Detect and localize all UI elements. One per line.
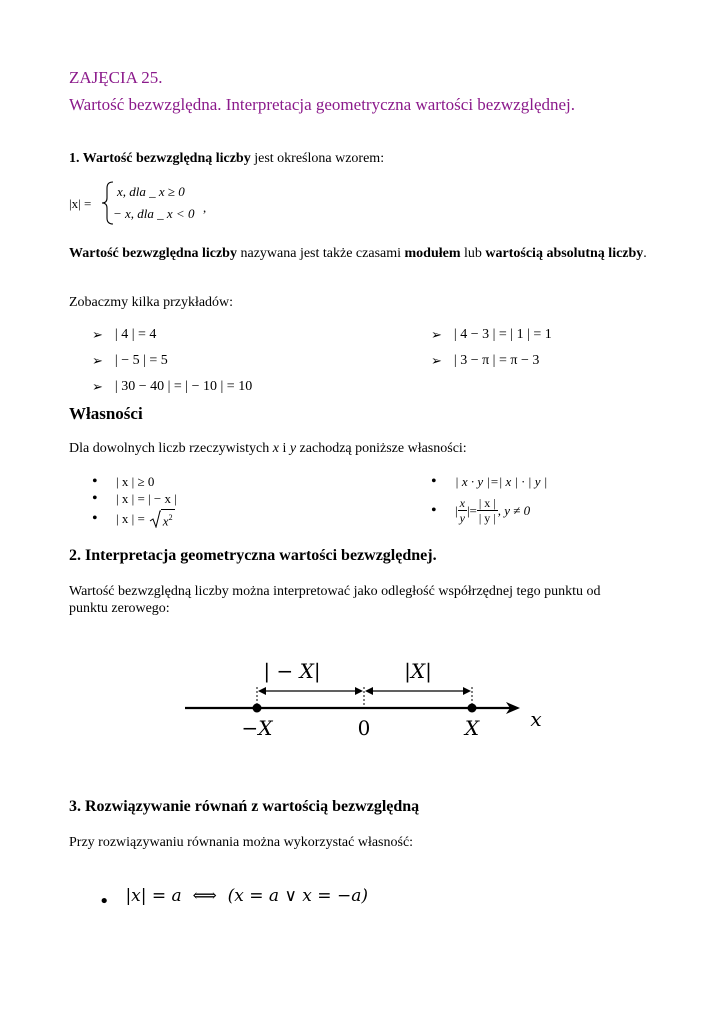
arrow-bullet-icon: ➢ (431, 353, 442, 368)
formula-lhs: |x| = (69, 196, 92, 211)
property-item: • | $\frac{x}{y}$ |= $\frac{| x |}{| y |}$ , y ≠ 0 (431, 496, 531, 525)
section2-text-line2: punktu zerowego: (69, 601, 170, 616)
properties-intro: Dla dowolnych liczb rzeczywistych x i y zachodzą poniższe własności: (69, 441, 467, 456)
property-item: • | x | = | − x | (92, 490, 177, 507)
arrowhead-icon (258, 687, 266, 695)
section3-heading: 3. Rozwiązywanie równań z wartością bezwzględną (69, 798, 420, 815)
formula-comma: , (203, 200, 207, 215)
distance-label-neg: | − X| (263, 659, 321, 683)
equation-formula: |x| = a ⟺ (x = a ∨ x = −a) (125, 886, 368, 906)
section2-text-line1: Wartość bezwzględną liczby można interpretować jako odległość współrzędnej tego punktu od (69, 584, 601, 599)
formula-case1: x, dla _ x ≥ 0 (117, 184, 185, 199)
page-title: ZAJĘCIA 25. (69, 68, 163, 87)
arrowhead-icon (463, 687, 471, 695)
arrow-bullet-icon: ➢ (92, 327, 103, 342)
modulus-paragraph: Wartość bezwzględna liczby nazywana jest także czasami modułem lub wartością absolutną liczby. (69, 246, 647, 261)
section1-heading: 1. Wartość bezwzględną liczby (69, 151, 251, 166)
formula-case2: − x, dla _ x < 0 (113, 206, 195, 221)
section1-intro: 1. Wartość bezwzględną liczby jest określona wzorem: (69, 151, 385, 166)
point-neg-x (253, 704, 262, 713)
bullet-icon: • (92, 490, 98, 507)
example-item: ➢ | − 5 | = 5 (92, 353, 168, 368)
arrowhead-icon (355, 687, 363, 695)
example-item: ➢ | 4 − 3 | = | 1 | = 1 (431, 327, 552, 342)
section2-heading: 2. Interpretacja geometryczna wartości bezwzględnej. (69, 547, 437, 564)
label-axis-x: x (530, 707, 542, 731)
fraction-abs: $\frac{| x |}{| y |}$ (478, 496, 496, 525)
property-item: • | x · y |=| x | · | y | (431, 473, 548, 490)
equation-property (88, 866, 368, 912)
arrow-bullet-icon: ➢ (92, 353, 103, 368)
example-item: ➢ | 4 | = 4 (92, 327, 157, 342)
number-line-diagram (180, 645, 570, 745)
sqrt-sign-icon (149, 510, 161, 528)
examples-intro: Zobaczmy kilka przykładów: (69, 295, 234, 310)
properties-heading: Własności (69, 404, 143, 423)
distance-label-pos: |X| (404, 659, 432, 683)
arrow-bullet-icon: ➢ (431, 327, 442, 342)
fraction-x-over-y: $\frac{x}{y}$ (459, 496, 465, 525)
arrowhead-icon (365, 687, 373, 695)
bullet-icon: • (92, 473, 98, 490)
page-subtitle: Wartość bezwzględna. Interpretacja geometryczna wartości bezwzględnej. (69, 95, 576, 114)
label-x: X (464, 716, 480, 740)
label-zero: 0 (357, 716, 371, 740)
example-item: ➢ | 30 − 40 | = | − 10 | = 10 (92, 379, 253, 394)
label-neg-x: −X (241, 716, 273, 740)
sqrt-expression: $x^2$ (149, 509, 175, 528)
section3-intro: Przy rozwiązywaniu równania można wykorzystać własność: (69, 835, 414, 850)
bullet-icon: • (431, 501, 437, 519)
piecewise-formula (69, 178, 229, 226)
point-x (468, 704, 477, 713)
arrow-bullet-icon: ➢ (92, 379, 103, 394)
bullet-icon: • (431, 473, 437, 490)
bullet-icon: • (92, 509, 98, 527)
bullet-icon: • (98, 891, 110, 912)
property-item: • | x | ≥ 0 (92, 473, 155, 490)
example-item: ➢ | 3 − π | = π − 3 (431, 353, 540, 368)
property-item: • | x | = $x^2$ (92, 509, 173, 529)
